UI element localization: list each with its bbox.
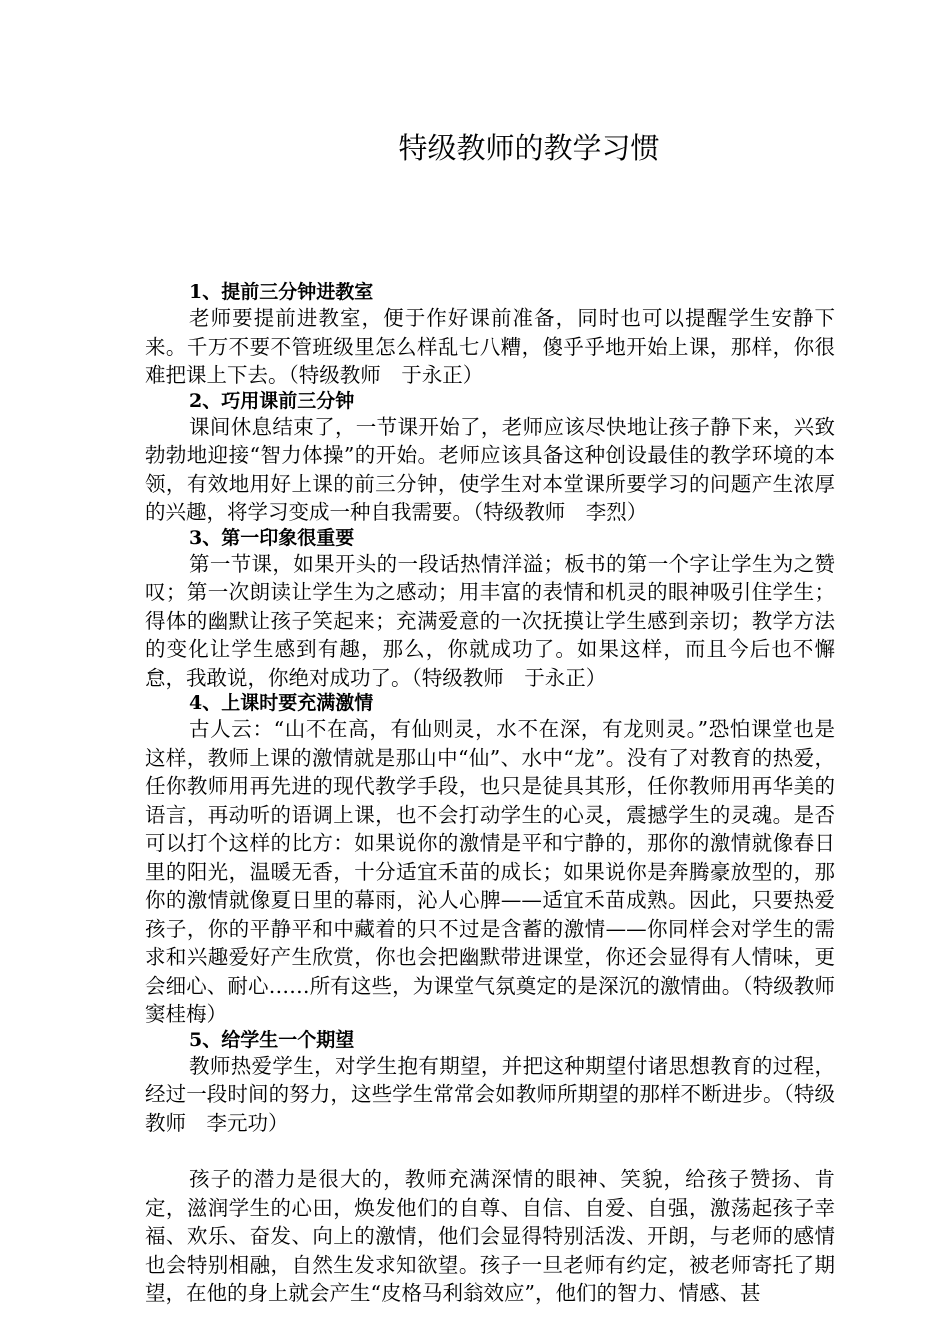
paragraph-spacer — [145, 1137, 835, 1165]
document-title: 特级教师的教学习惯 — [398, 131, 660, 165]
section-heading-4: 4、上课时要充满激情 — [189, 692, 374, 714]
section-paragraph-2: 课间休息结束了，一节课开始了，老师应该尽快地让孩子静下来，兴致勃勃地迎接“智力体操”的开始。老师应该具备这种创设最佳的教学环境的本领，有效地用好上课的前三分钟，使学生对本堂课所要学习的问题产生浓厚的兴趣，将学习变成一种自我需要。（特级教师 李烈） — [145, 414, 835, 524]
section-paragraph-5: 教师热爱学生，对学生抱有期望，并把这种期望付诸思想教育的过程，经过一段时间的努力，这些学生常常会如教师所期望的那样不断进步。（特级教师 李元功） — [145, 1053, 835, 1135]
closing-paragraph: 孩子的潜力是很大的，教师充满深情的眼神、笑貌，给孩子赞扬、肯定，滋润学生的心田，焕发他们的自尊、自信、自爱、自强，激荡起孩子幸福、欢乐、奋发、向上的激情，他们会显得特别活泼、开朗，与老师的感情也会特别相融，自然生发求知欲望。孩子一旦老师有约定，被老师寄托了期望，在他的身上就会产生“皮格马利翁效应”，他们的智力、情感、甚 — [145, 1167, 835, 1305]
section-paragraph-4: 古人云：“山不在高，有仙则灵，水不在深，有龙则灵。”恐怕课堂也是这样，教师上课的激情就是那山中“仙”、水中“龙”。没有了对教育的热爱，任你教师用再先进的现代教学手段，也只是徒具其形，任你教师用再华美的语言，再动听的语调上课，也不会打动学生的心灵，震撼学生的灵魂。是否可以打个这样的比方：如果说你的激情是平和宁静的，那你的激情就像春日里的阳光，温暖无香，十分适宜禾苗的成长；如果说你是奔腾豪放型的，那你的激情就像夏日里的幕雨，沁人心脾——适宜禾苗成熟。因此，只要热爱孩子，你的平静平和中藏着的只不过是含蓄的激情——你同样会对学生的需求和兴趣爱好产生欣赏，你也会把幽默带进课堂，你还会显得有人情味，更会细心、耐心……所有这些，为课堂气氛奠定的是深沉的激情曲。（特级教师 窦桂梅） — [145, 717, 856, 1026]
section-heading-2: 2、巧用课前三分钟 — [189, 389, 355, 412]
section-heading-1: 1、提前三分钟进教室 — [189, 281, 374, 303]
document-body — [145, 281, 856, 1308]
section-paragraph-1: 老师要提前进教室，便于作好课前准备，同时也可以提醒学生安静下来。千万不要不管班级里怎么样乱七八糟，傻乎乎地开始上课，那样，你很难把课上下去。（特级教师 于永正） — [145, 306, 835, 387]
section-heading-5: 5、给学生一个期望 — [189, 1028, 355, 1051]
section-paragraph-3: 第一节课，如果开头的一段话热情洋溢；板书的第一个字让学生为之赞叹；第一次朗读让学生为之感动；用丰富的表情和机灵的眼神吸引住学生；得体的幽默让孩子笑起来；充满爱意的一次抚摸让学生感到亲切；教学方法的变化让学生感到有趣，那么，你就成功了。如果这样，而且今后也不懈怠，我敢说，你绝对成功了。（特级教师 于永正） — [145, 551, 835, 690]
section-heading-3: 3、第一印象很重要 — [189, 526, 355, 549]
